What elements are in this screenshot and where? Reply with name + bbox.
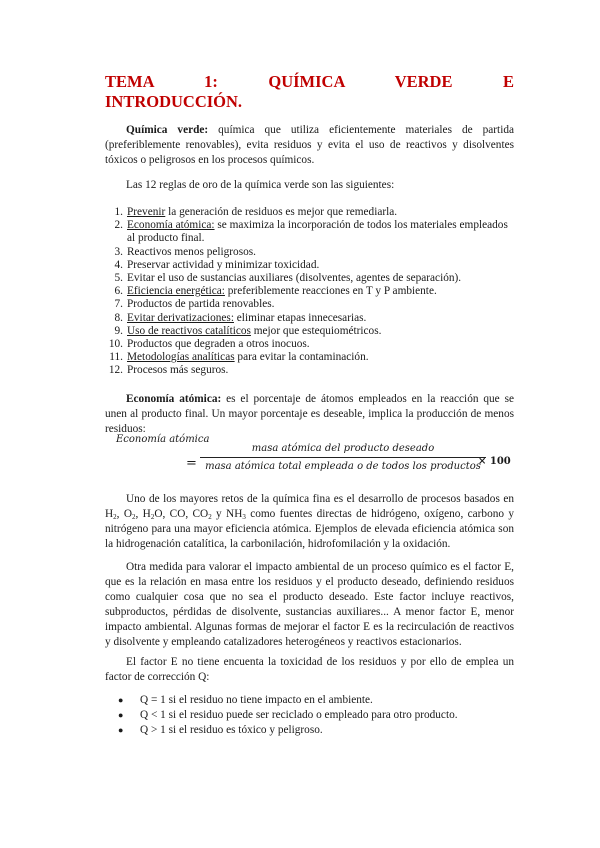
e-factor-paragraph (105, 560, 514, 650)
fine-text-d: O, CO, CO (154, 508, 209, 520)
formula-lhs: Economía atómica (116, 434, 210, 445)
formula-factor: × 100 (478, 456, 511, 467)
rule-text: se maximiza la incorporación de todos los materiales empleados al producto final. (127, 219, 508, 245)
page-title (105, 72, 514, 112)
rule-item (105, 298, 514, 311)
rule-number: 6. (114, 285, 123, 298)
fine-text-a: Uno de los mayores retos de la química fina es el desarrollo de procesos basados en H (105, 493, 514, 520)
bullet-icon: ● (118, 725, 124, 735)
rule-number: 5. (114, 272, 123, 285)
rule-text: Evitar el uso de sustancias auxiliares (disolventes, agentes de separación). (127, 272, 462, 285)
q-factor-paragraph (105, 655, 514, 685)
fine-text-c: , H (135, 508, 151, 520)
intro-paragraph (105, 123, 514, 168)
sub-5: 3 (242, 513, 246, 521)
fine-text-f: como fuentes directas de hidrógeno, oxígeno, carbono y nitrógeno para una mayor eficiencia atómica. Ejemplos de elevada eficiencia atómica son la hidrogenación catalítica, la carbonilación, hidrofomilación y la oxidación. (105, 508, 515, 550)
q-value-text: Q = 1 si el residuo no tiene impacto en el ambiente. (140, 694, 373, 706)
atom-economy-text: es el porcentaje de átomos empleados en la reacción que se unen al producto final. Un mayor porcentaje es deseable, implica la producción de menos residuos: (105, 393, 514, 435)
rule-item (105, 219, 514, 245)
rule-text: para evitar la contaminación. (234, 351, 369, 364)
rule-number: 10. (108, 338, 123, 351)
rule-item (105, 325, 514, 338)
atom-economy-paragraph (105, 392, 514, 437)
q-value-item (115, 723, 514, 738)
rule-keyword: Uso de reactivos catalíticos (127, 324, 251, 337)
atom-economy-term: Economía atómica: (126, 393, 222, 405)
fine-text-b: , O (116, 508, 132, 520)
rule-keyword: Evitar derivatizaciones: (127, 311, 234, 324)
rule-number: 9. (114, 324, 123, 337)
bullet-icon: ● (118, 695, 124, 705)
formula-equals: = (186, 456, 197, 471)
rule-text: Procesos más seguros. (127, 364, 229, 377)
fraction-bar (200, 457, 486, 458)
rule-number: 12. (108, 364, 123, 377)
rule-item (105, 259, 514, 272)
rule-keyword: Economía atómica: (127, 219, 215, 232)
rule-item (105, 285, 514, 298)
q-value-text: Q < 1 si el residuo puede ser reciclado o empleado para otro producto. (140, 709, 458, 721)
fine-text-e: y NH (211, 508, 243, 520)
formula-denominator: masa atómica total empleada o de todos los productos (205, 461, 481, 472)
rule-keyword: Prevenir (127, 206, 166, 218)
intro-text: química que utiliza eficientemente materiales de partida (preferiblemente renovables), evita residuos y evita el uso de reactivos y disolventes tóxicos o peligrosos en los procesos químicos. (105, 124, 514, 166)
atom-economy-formula (116, 434, 516, 474)
rule-text: eliminar etapas innecesarias. (233, 311, 367, 324)
sub-1: 2 (113, 513, 117, 521)
rule-item (105, 338, 514, 351)
rule-item (105, 351, 514, 364)
q-factor-text: El factor E no tiene encuenta la toxicidad de los residuos y por ello de emplea un factor de corrección Q: (105, 656, 514, 683)
rule-text: Reactivos menos peligrosos. (127, 245, 256, 258)
rules-list (105, 206, 514, 378)
rule-number: 1. (114, 206, 123, 218)
e-factor-text: Otra medida para valorar el impacto ambiental de un proceso químico es el factor E, que es la relación en masa entre los residuos y el producto deseado, definiendo residuos como cualquier cosa que no sea el producto deseado. Este factor incluye reactivos, subproductos, pérdidas de disolvente, sustancias auxiliares... A menor factor E, menor impacto ambiental. Algunas formas de mejorar el factor E es la recirculación de reactivos y disolvente y empleando catalizadores heterogéneos y reactivos estacionarios. (105, 561, 514, 648)
rule-number: 4. (114, 258, 123, 271)
rule-text: preferiblemente reacciones en T y P ambiente. (224, 285, 437, 298)
sub-3: 2 (150, 513, 155, 521)
fine-chemistry-paragraph (105, 492, 514, 552)
page-title-line-1: TEMA 1: QUÍMICA VERDE E (105, 72, 514, 91)
intro-term: Química verde: (126, 124, 209, 136)
rule-keyword: Metodologías analíticas (127, 351, 235, 364)
rule-number: 8. (114, 311, 123, 324)
rule-text: Preservar actividad y minimizar toxicidad. (127, 258, 320, 271)
rule-item (105, 364, 514, 377)
rule-number: 3. (114, 245, 123, 258)
rule-text: Productos que degraden a otros inocuos. (127, 338, 310, 351)
rule-keyword: Eficiencia energética: (127, 285, 225, 298)
rules-intro-text: Las 12 reglas de oro de la química verde son las siguientes: (126, 179, 395, 191)
page-title-line-2: INTRODUCCIÓN. (105, 92, 243, 111)
rules-intro (105, 178, 514, 193)
bullet-icon: ● (118, 710, 124, 720)
rule-number: 7. (114, 298, 123, 311)
rule-text: la generación de residuos es mejor que remediarla. (165, 206, 398, 218)
q-value-item (115, 693, 514, 708)
sub-4: 2 (208, 513, 212, 521)
rule-text: Productos de partida renovables. (127, 298, 275, 311)
rule-number: 11. (109, 351, 123, 364)
sub-2: 2 (132, 513, 136, 521)
q-values-list (115, 693, 514, 738)
formula-fraction (200, 442, 486, 474)
rule-number: 2. (114, 219, 123, 232)
rule-item (105, 312, 514, 325)
rule-item (105, 246, 514, 259)
rule-text: mejor que estequiométricos. (250, 324, 382, 337)
formula-numerator: masa atómica del producto deseado (251, 443, 435, 454)
rule-item (105, 272, 514, 285)
q-value-item (115, 708, 514, 723)
rule-item (105, 206, 514, 219)
q-value-text: Q > 1 si el residuo es tóxico y peligroso. (140, 724, 323, 736)
